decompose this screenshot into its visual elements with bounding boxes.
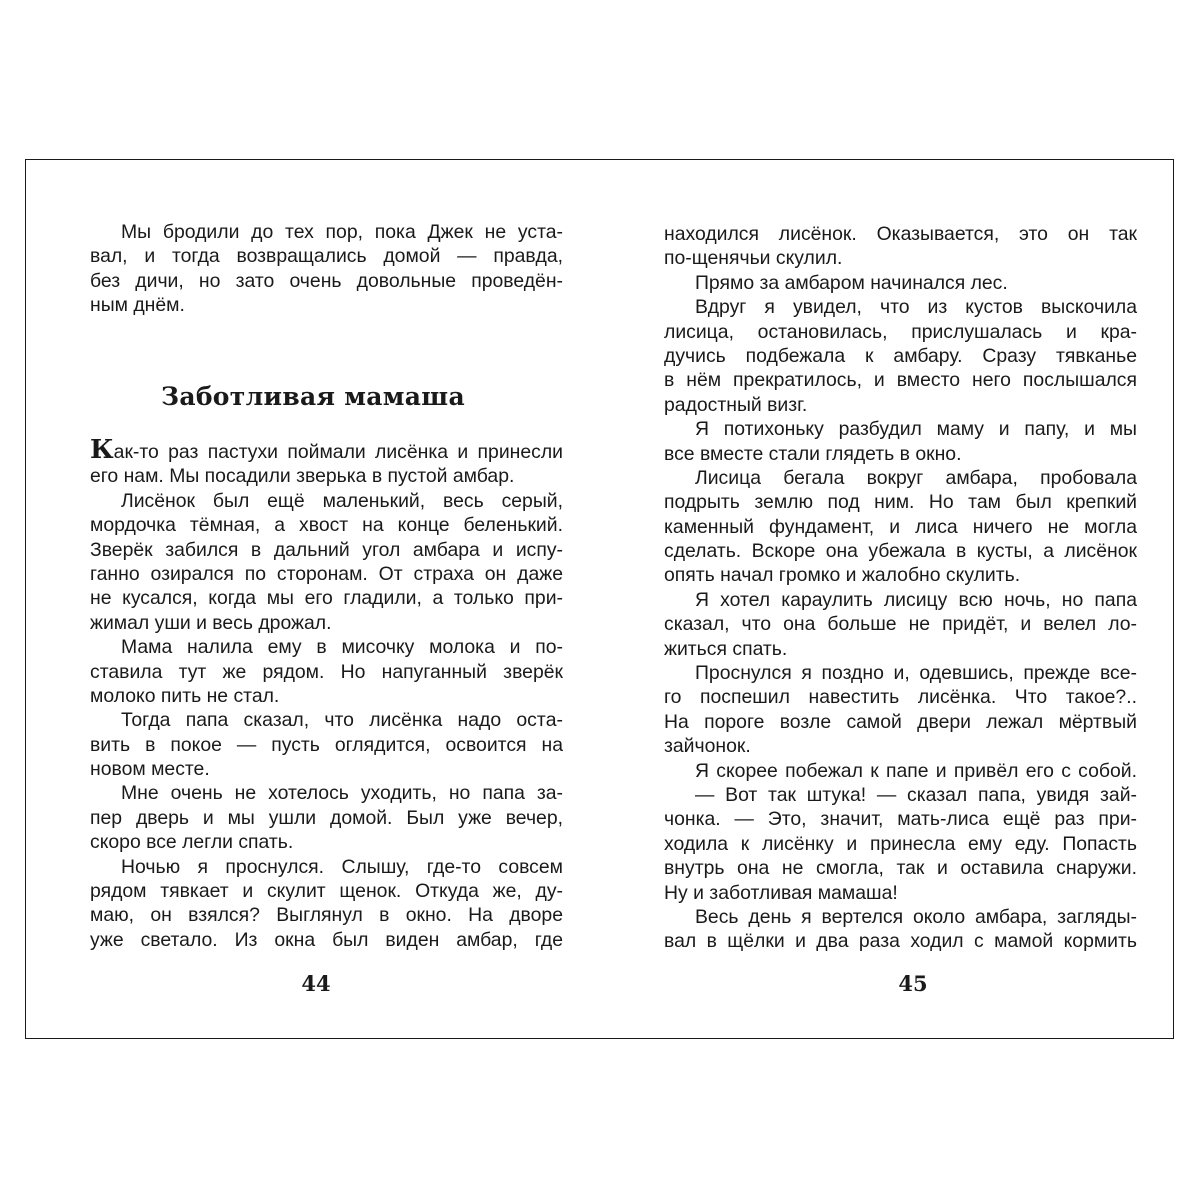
text-line: находился лисёнок. Оказывается, это он так [664, 223, 1137, 245]
text-line: маю, он взялся? Выглянул в окно. На дворе [90, 904, 563, 927]
text-line: не кусался, когда мы его гладили, а только при- [90, 587, 563, 610]
text-line: подрыть землю под ним. Но там был крепкий [664, 491, 1137, 514]
text-line: Ну и заботливая мамаша! [664, 881, 898, 904]
text-line: уже светало. Из окна был виден амбар, где [90, 928, 563, 951]
text-line: Тогда папа сказал, что лисёнка надо остa- [121, 709, 563, 732]
text-line: жимал уши и весь дрожал. [90, 611, 332, 634]
text-line: его нам. Мы посадили зверька в пустой амбар. [90, 465, 515, 488]
text-line: ходила к лисёнку и принесла ему еду. Попасть [664, 832, 1137, 855]
text-line: каменный фундамент, и лиса ничего не могла [664, 515, 1137, 538]
text-line: Лисица бегала вокруг амбара, пробовала [695, 466, 1137, 489]
text-line: Лисёнок был ещё маленький, весь серый, [121, 489, 563, 512]
text-line: мордочка тёмная, а хвост на конце беленький. [90, 514, 563, 537]
text-line: сказал, что она больше не придёт, и велел ло- [664, 613, 1137, 636]
text-line: Мне очень не хотелось уходить, но папа за- [121, 782, 563, 805]
text-line: — Вот так штука! — сказал папа, увидя зай- [695, 783, 1137, 806]
text-line: внутрь она не смогла, так и оставила снаружи. [664, 857, 1137, 880]
right-page [600, 160, 1174, 1038]
text-line: радостный визг. [664, 393, 808, 416]
text-line: без дичи, но зато очень довольные проведён- [90, 269, 563, 292]
text-line: го поспешил навестить лисёнка. Что такое?.. [664, 686, 1137, 709]
chapter-body [90, 435, 563, 952]
right-body [664, 222, 1137, 954]
text-line: Я хотел караулить лисицу всю ночь, но папа [695, 588, 1137, 611]
text-line: по-щенячьи скулил. [664, 247, 843, 270]
text-line: вал в щёлки и два раза ходил с мамой кормить [664, 930, 1137, 953]
text-line: дучись подбежала к амбару. Сразу тявканье [664, 344, 1137, 367]
text-line: Вдруг я увидел, что из кустов выскочила [695, 296, 1137, 319]
text-line: Мама налила ему в мисочку молока и по- [121, 636, 563, 659]
first-line [90, 435, 563, 465]
text-line: все вместе стали глядеть в окно. [664, 442, 962, 465]
text-line: молоко пить не стал. [90, 684, 280, 707]
text-line: скоро все легли спать. [90, 831, 294, 854]
intro-paragraph [90, 220, 563, 318]
text-line: опять начал громко и жалобно скулить. [664, 564, 1021, 587]
text-line: вить в покое — пусть оглядится, освоится на [90, 733, 563, 756]
text-line: вал, и тогда возвращались домой — правда, [90, 245, 563, 268]
text-line: лисица, остановилась, прислушалась и кра- [664, 320, 1137, 343]
page-number: 44 [301, 971, 331, 996]
text-line: пер дверь и мы ушли домой. Был уже вечер, [90, 806, 563, 829]
left-page [26, 160, 600, 1038]
text-line: чонка. — Это, значит, мать-лиса ещё раз при- [664, 808, 1137, 831]
text-line: житься спать. [664, 637, 788, 660]
text-line: Я скорее побежал к папе и привёл его с собой. [695, 759, 1137, 782]
text-line: зайчонок. [664, 735, 751, 758]
text-line: Зверёк забился в дальний угол амбара и испу- [90, 538, 563, 561]
first-line-text: ак-то раз пастухи поймали лисёнка и принесли [113, 441, 563, 463]
text-line: новом месте. [90, 758, 210, 781]
dropcap-letter: К [90, 435, 114, 465]
text-line: сделать. Вскоре она убежала в кусты, а лисёнок [664, 540, 1137, 563]
text-line: Мы бродили до тех пор, пока Джек не уста- [121, 221, 563, 243]
text-line: ставила тут же рядом. Но напуганный зверёк [90, 660, 563, 683]
text-line: рядом тявкает и скулит щенок. Откуда же, ду- [90, 880, 563, 903]
text-line: Прямо за амбаром начинался лес. [695, 271, 1008, 294]
page-number: 45 [898, 971, 928, 996]
text-line: На пороге возле самой двери лежал мёртвый [664, 710, 1137, 733]
text-line: Ночью я проснулся. Слышу, где-то совсем [121, 855, 563, 878]
chapter-title: Заботливая мамаша [161, 382, 465, 411]
text-line: ным днём. [90, 294, 185, 317]
text-line: Проснулся я поздно и, одевшись, прежде все- [695, 662, 1137, 685]
text-line: Весь день я вертелся около амбара, загляды- [695, 905, 1137, 928]
text-line: ганно озирался по сторонам. От страха он даже [90, 562, 563, 585]
book-spread [25, 159, 1174, 1039]
text-line: Я потихоньку разбудил маму и папу, и мы [695, 418, 1137, 441]
text-line: в нём прекратилось, и вместо него послышался [664, 369, 1137, 392]
